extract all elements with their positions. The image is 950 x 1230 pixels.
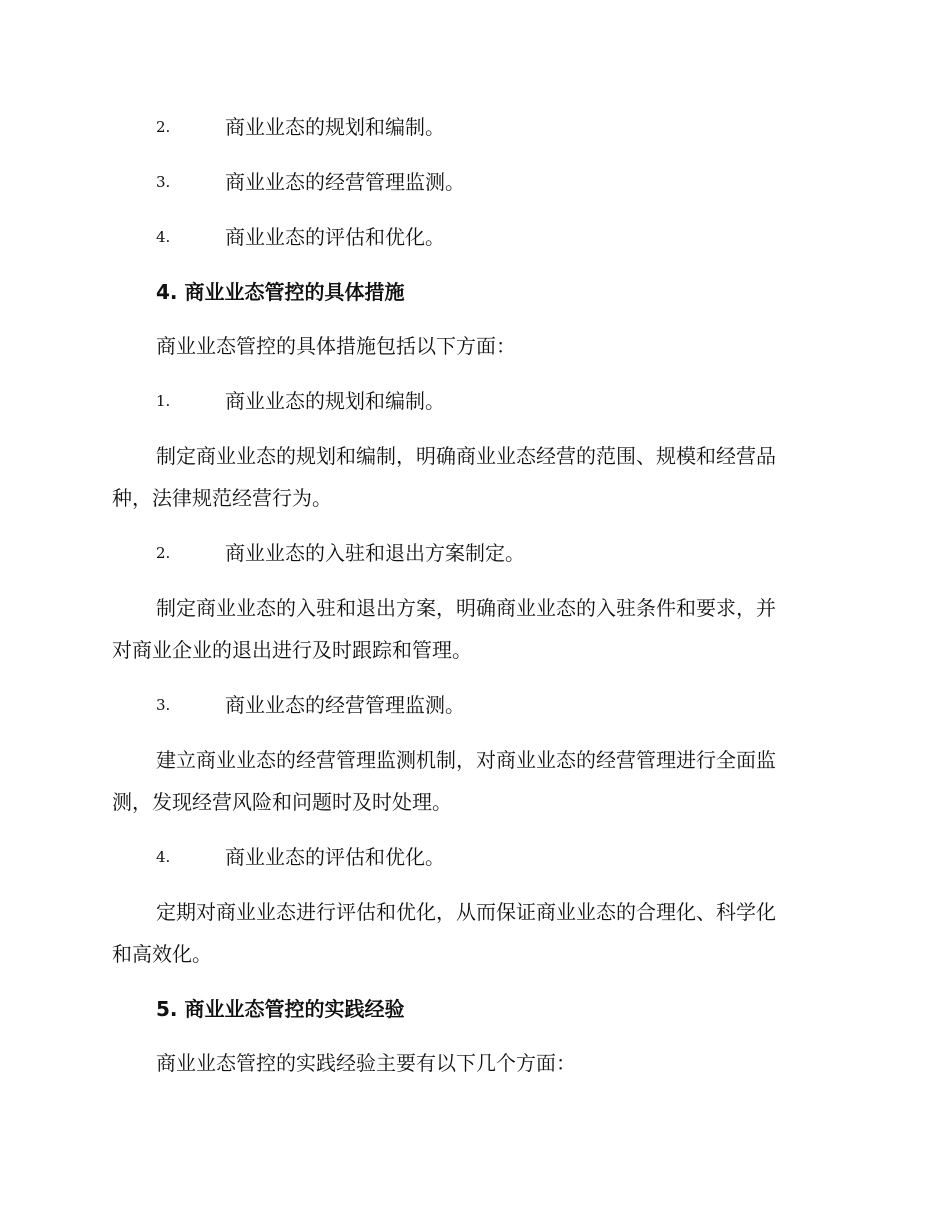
list-item-number: 1. (156, 392, 171, 410)
list-item-number: 2. (156, 544, 171, 562)
measure-description (112, 739, 832, 823)
paragraph-line: 商业业态管控的实践经验主要有以下几个方面： (156, 1051, 576, 1075)
section-intro (112, 1042, 832, 1084)
list-item-text: 商业业态的评估和优化。 (225, 225, 445, 249)
paragraph-line: 制定商业业态的入驻和退出方案，明确商业业态的入驻条件和要求，并 (156, 596, 776, 620)
measure-description (112, 587, 832, 671)
list-item-number: 2. (156, 118, 171, 136)
paragraph-line: 对商业企业的退出进行及时跟踪和管理。 (112, 638, 472, 662)
list-item-text: 商业业态的经营管理监测。 (225, 693, 465, 717)
section-heading: 4. 商业业态管控的具体措施 (156, 280, 405, 304)
list-item-number: 3. (156, 696, 171, 714)
paragraph-line: 种，法律规范经营行为。 (112, 486, 332, 510)
list-item-number: 4. (156, 228, 171, 246)
list-item-text: 商业业态的规划和编制。 (225, 115, 445, 139)
list-item-text: 商业业态的经营管理监测。 (225, 170, 465, 194)
paragraph-line: 定期对商业业态进行评估和优化，从而保证商业业态的合理化、科学化 (156, 900, 776, 924)
list-item-text: 商业业态的入驻和退出方案制定。 (225, 541, 525, 565)
section-intro (112, 325, 832, 367)
list-item-text: 商业业态的评估和优化。 (225, 845, 445, 869)
paragraph-line: 测，发现经营风险和问题时及时处理。 (112, 790, 452, 814)
paragraph-line: 建立商业业态的经营管理监测机制，对商业业态的经营管理进行全面监 (156, 748, 776, 772)
paragraph-line: 和高效化。 (112, 942, 212, 966)
list-item-number: 3. (156, 173, 171, 191)
measure-description (112, 891, 832, 975)
measure-description (112, 435, 832, 519)
paragraph-line: 制定商业业态的规划和编制，明确商业业态经营的范围、规模和经营品 (156, 444, 776, 468)
list-item-number: 4. (156, 848, 171, 866)
list-item-text: 商业业态的规划和编制。 (225, 389, 445, 413)
paragraph-line: 商业业态管控的具体措施包括以下方面： (156, 334, 516, 358)
section-heading: 5. 商业业态管控的实践经验 (156, 997, 405, 1021)
